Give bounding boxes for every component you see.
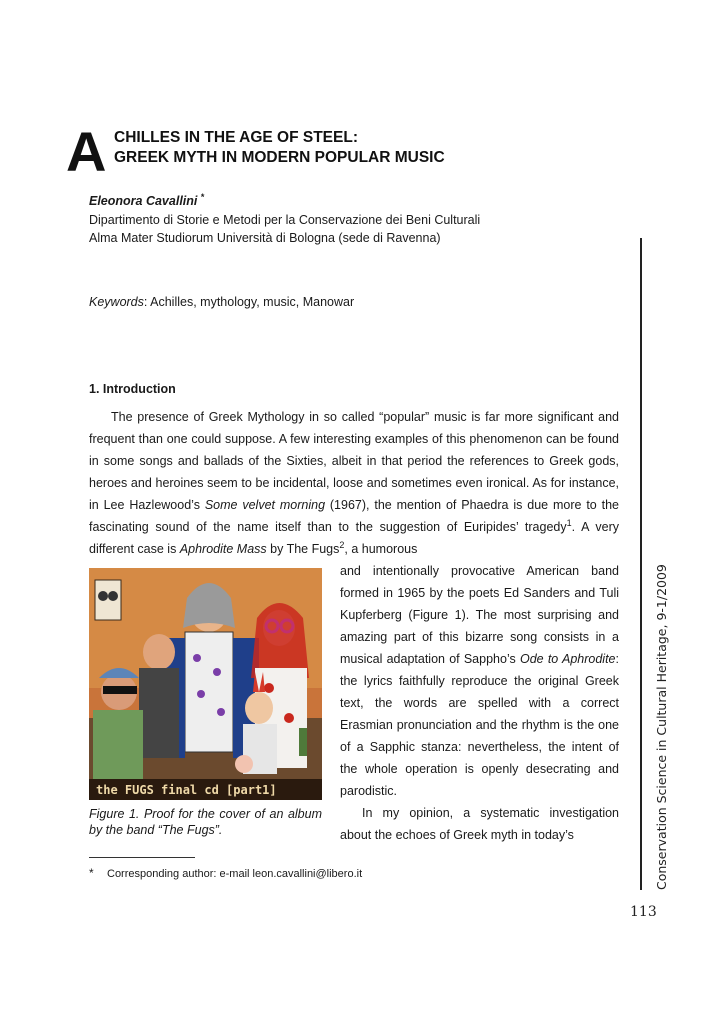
footnote-text: Corresponding author: e-mail leon.cavallini@libero.it — [107, 868, 363, 880]
title-line-2: GREEK MYTH IN MODERN POPULAR MUSIC — [114, 149, 445, 166]
figure-album-cover — [89, 568, 322, 800]
album-banner-text: the FUGS final cd [part1] — [96, 783, 277, 797]
author-name-text: Eleonora Cavallini — [89, 194, 198, 208]
body-text: , a humorous — [344, 542, 418, 556]
body-text: : the lyrics faithfully reproduce the original Greek text, the words are spelled with a correct Erasmian pronunciation and the rhythm is the one of a Sapphic stanza: nevertheless, the intent of the whole operation is openly desecrating and parodistic. — [340, 652, 619, 798]
song-title: Some velvet morning — [204, 498, 326, 512]
body-text: (1967), the mention of Phaedra is due more to the fascinating sound of the name itself than to the suggestion of Euripides’ tragedy — [89, 498, 619, 534]
keywords-value: : Achilles, mythology, music, Manowar — [143, 295, 355, 309]
body-text: The presence of Greek Mythology in so called “popular” music is far more significant and frequent than one could suppose. A few interesting examples of this phenomenon can be found in some songs and ballads of the Sixties, albeit in that period the references to Greek gods, heroes and heroines seem to be incidental, loose and sometimes even ironical. As for instance, in Lee Hazlewood’s — [89, 410, 619, 512]
footnote-ref: 1 — [566, 517, 572, 528]
affiliation-line-2: Alma Mater Studiorum Università di Bologna (sede di Ravenna) — [89, 231, 441, 245]
body-text: and intentionally provocative American band formed in 1965 by the poets Ed Sanders and Tuli Kupferberg (Figure 1). The most surprising and amazing part of this bizarre song consists in a musical adaptation of Sappho’s — [340, 564, 619, 666]
journal-running-head: Conservation Science in Cultural Heritage, 9-1/2009 — [654, 564, 669, 890]
keywords — [89, 295, 354, 309]
album-cover-illustration — [89, 568, 322, 800]
footnote-mark: * — [89, 866, 94, 880]
author-name — [89, 191, 205, 208]
page-number: 113 — [630, 904, 657, 920]
article-title — [114, 128, 445, 168]
footnote — [89, 866, 362, 880]
body-paragraph-full — [89, 406, 619, 560]
side-rule — [640, 238, 642, 890]
body-text: by The Fugs — [266, 542, 340, 556]
song-title: Ode to Aphrodite — [519, 652, 616, 666]
body-text: . A very different case is — [89, 520, 619, 556]
affiliation-line-1: Dipartimento di Storie e Metodi per la Conservazione dei Beni Culturali — [89, 213, 481, 227]
keywords-label: Keywords — [89, 295, 144, 309]
footnote-ref: 2 — [339, 539, 345, 550]
body-paragraph-column — [340, 560, 619, 846]
figure-caption: Figure 1. Proof for the cover of an album by the band “The Fugs”. — [89, 807, 322, 837]
author-mark: * — [200, 191, 205, 202]
footnote-divider — [89, 857, 195, 858]
song-title: Aphrodite Mass — [179, 542, 267, 556]
section-heading: 1. Introduction — [89, 382, 176, 396]
body-paragraph-2: In my opinion, a systematic investigation about the echoes of Greek myth in today’s — [340, 806, 619, 842]
title-drop-cap: A — [66, 120, 107, 183]
author-affiliation — [89, 211, 480, 247]
title-line-1: CHILLES IN THE AGE OF STEEL: — [114, 129, 358, 146]
